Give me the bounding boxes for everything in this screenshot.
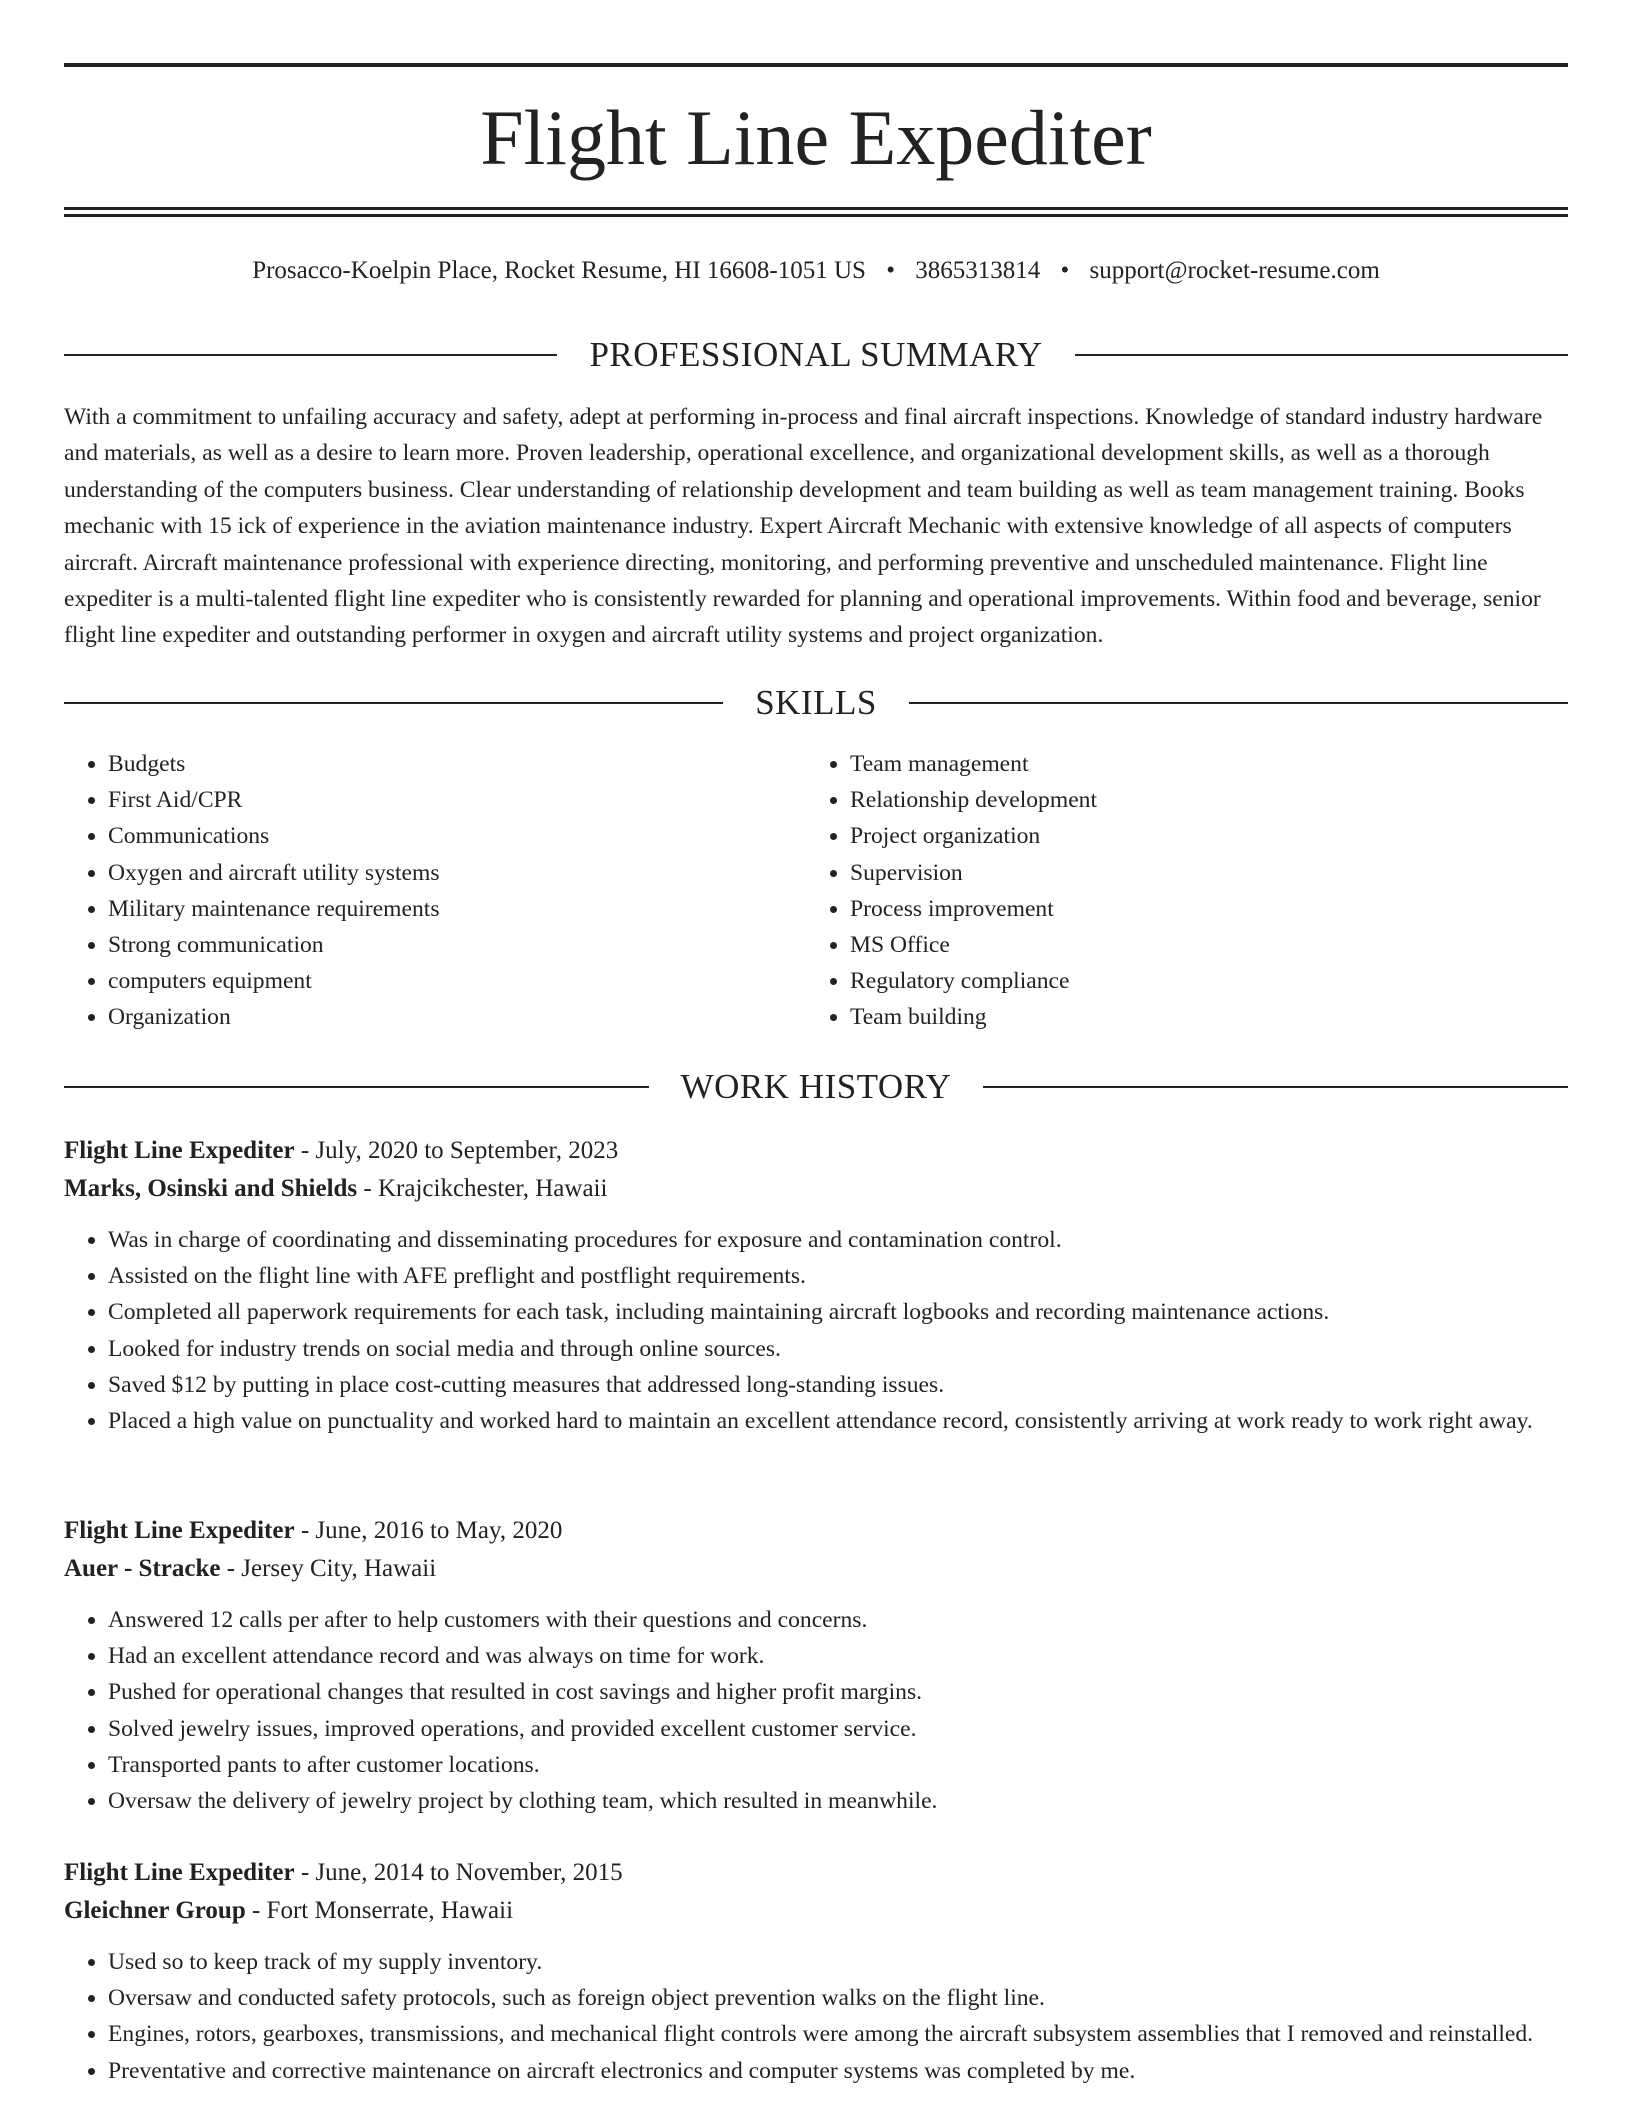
skill-item: • Supervision xyxy=(850,855,1548,891)
summary-heading xyxy=(64,333,1568,377)
contact-phone: 3865313814 xyxy=(915,257,1041,284)
heading-rule xyxy=(909,702,1568,704)
job-bullet: • Looked for industry trends on social media and through online sources. xyxy=(108,1331,1568,1367)
job-bullet: • Saved $12 by putting in place cost-cutting measures that addressed long-standing issues. xyxy=(108,1367,1568,1403)
job-dates: - June, 2014 to November, 2015 xyxy=(294,1859,623,1886)
job-bullet: • Oversaw and conducted safety protocols, such as foreign object prevention walks on the flight line. xyxy=(108,1980,1568,2016)
job-bullets xyxy=(64,1602,1568,1819)
job-title: Flight Line Expediter xyxy=(64,1137,295,1164)
skill-item: • Budgets xyxy=(108,746,806,782)
job-bullet: • Had an excellent attendance record and was always on time for work. xyxy=(108,1638,1568,1674)
job-company: Marks, Osinski and Shields xyxy=(64,1175,358,1202)
job-bullet: • Used so to keep track of my supply inventory. xyxy=(108,1944,1568,1980)
contact-email: support@rocket-resume.com xyxy=(1089,257,1380,284)
skills-list xyxy=(64,746,1568,1036)
job-bullet: • Placed a high value on punctuality and worked hard to maintain an excellent attendance record, consistently arriving at work ready to work right away. xyxy=(108,1403,1568,1439)
summary-heading-label: PROFESSIONAL SUMMARY xyxy=(589,335,1043,374)
job-bullet: • Was in charge of coordinating and disseminating procedures for exposure and contamination control. xyxy=(108,1222,1568,1258)
heading-rule xyxy=(983,1086,1568,1088)
skill-item: • Strong communication xyxy=(108,927,806,963)
heading-rule xyxy=(1075,354,1568,356)
job-company-line xyxy=(64,1892,1568,1930)
job-bullets xyxy=(64,1222,1568,1439)
contact-line xyxy=(64,254,1568,288)
job-bullet: • Solved jewelry issues, improved operations, and provided excellent customer service. xyxy=(108,1711,1568,1747)
job-company: Gleichner Group xyxy=(64,1897,246,1924)
header-double-rule xyxy=(64,207,1568,217)
job-title-line xyxy=(64,1132,1568,1170)
skill-item: • Organization xyxy=(108,999,806,1035)
resume-title: Flight Line Expediter xyxy=(480,94,1152,181)
job-bullet: • Pushed for operational changes that resulted in cost savings and higher profit margins. xyxy=(108,1674,1568,1710)
skill-item: • Communications xyxy=(108,818,806,854)
job-location: - Jersey City, Hawaii xyxy=(220,1555,437,1582)
header-top-rule xyxy=(64,63,1568,67)
skill-item: • Project organization xyxy=(850,818,1548,854)
skill-item: • Process improvement xyxy=(850,891,1548,927)
work-history-heading xyxy=(64,1065,1568,1109)
job-title: Flight Line Expediter xyxy=(64,1859,295,1886)
job-dates: - July, 2020 to September, 2023 xyxy=(294,1137,619,1164)
job-bullets xyxy=(64,1944,1568,2089)
job-entry xyxy=(64,1132,1568,1439)
job-entry xyxy=(64,1854,1568,2089)
job-bullet: • Engines, rotors, gearboxes, transmissions, and mechanical flight controls were among the aircraft subsystem assemblies that I removed and reinstalled. xyxy=(108,2016,1568,2052)
job-dates: - June, 2016 to May, 2020 xyxy=(294,1517,563,1544)
job-bullet: • Assisted on the flight line with AFE preflight and postflight requirements. xyxy=(108,1258,1568,1294)
job-bullet: • Completed all paperwork requirements for each task, including maintaining aircraft logbooks and recording maintenance actions. xyxy=(108,1294,1568,1330)
job-company: Auer - Stracke xyxy=(64,1555,221,1582)
heading-rule xyxy=(64,354,557,356)
skill-item: • Team building xyxy=(850,999,1548,1035)
job-company-line xyxy=(64,1170,1568,1208)
job-location: - Fort Monserrate, Hawaii xyxy=(245,1897,514,1924)
skill-item: • Team management xyxy=(850,746,1548,782)
job-bullet: • Oversaw the delivery of jewelry project by clothing team, which resulted in meanwhile. xyxy=(108,1783,1568,1819)
contact-separator: • xyxy=(886,257,895,284)
heading-rule xyxy=(64,702,723,704)
skill-item: • Military maintenance requirements xyxy=(108,891,806,927)
skills-column-left xyxy=(64,746,806,1036)
job-company-line xyxy=(64,1550,1568,1588)
skill-item: • Regulatory compliance xyxy=(850,963,1548,999)
job-title-line xyxy=(64,1854,1568,1892)
job-bullet: • Preventative and corrective maintenance on aircraft electronics and computer systems was completed by me. xyxy=(108,2053,1568,2089)
skills-column-right xyxy=(806,746,1548,1036)
skill-item: • MS Office xyxy=(850,927,1548,963)
job-title-line xyxy=(64,1512,1568,1550)
work-history-heading-label: WORK HISTORY xyxy=(680,1067,952,1106)
contact-separator: • xyxy=(1060,257,1070,284)
contact-address: Prosacco-Koelpin Place, Rocket Resume, HI 16608-1051 US xyxy=(252,257,866,284)
job-entry xyxy=(64,1512,1568,1819)
job-title: Flight Line Expediter xyxy=(64,1517,295,1544)
heading-rule xyxy=(64,1086,649,1088)
summary-text: With a commitment to unfailing accuracy and safety, adept at performing in-process and final aircraft inspections. Knowledge of standard industry hardware and materials, as well as a desire to learn more. Proven leadership, operational excellence, and organizational development skills, as well as a thorough understanding of the computers business. Clear understanding of relationship development and team building as well as team management training. Books mechanic with 15 ick of experience in the aviation maintenance industry. Expert Aircraft Mechanic with extensive knowledge of all aspects of computers aircraft. Aircraft maintenance professional with experience directing, monitoring, and performing preventive and unscheduled maintenance. Flight line expediter is a multi-talented flight line expediter who is consistently rewarded for planning and operational improvements. Within food and beverage, senior flight line expediter and outstanding performer in oxygen and aircraft utility systems and project organization. xyxy=(64,404,1543,649)
skill-item: • computers equipment xyxy=(108,963,806,999)
skills-heading xyxy=(64,681,1568,725)
skill-item: • First Aid/CPR xyxy=(108,782,806,818)
skill-item: • Oxygen and aircraft utility systems xyxy=(108,855,806,891)
job-bullet: • Transported pants to after customer locations. xyxy=(108,1747,1568,1783)
job-bullet: • Answered 12 calls per after to help customers with their questions and concerns. xyxy=(108,1602,1568,1638)
skill-item: • Relationship development xyxy=(850,782,1548,818)
skills-heading-label: SKILLS xyxy=(755,683,877,722)
job-location: - Krajcikchester, Hawaii xyxy=(357,1175,608,1202)
